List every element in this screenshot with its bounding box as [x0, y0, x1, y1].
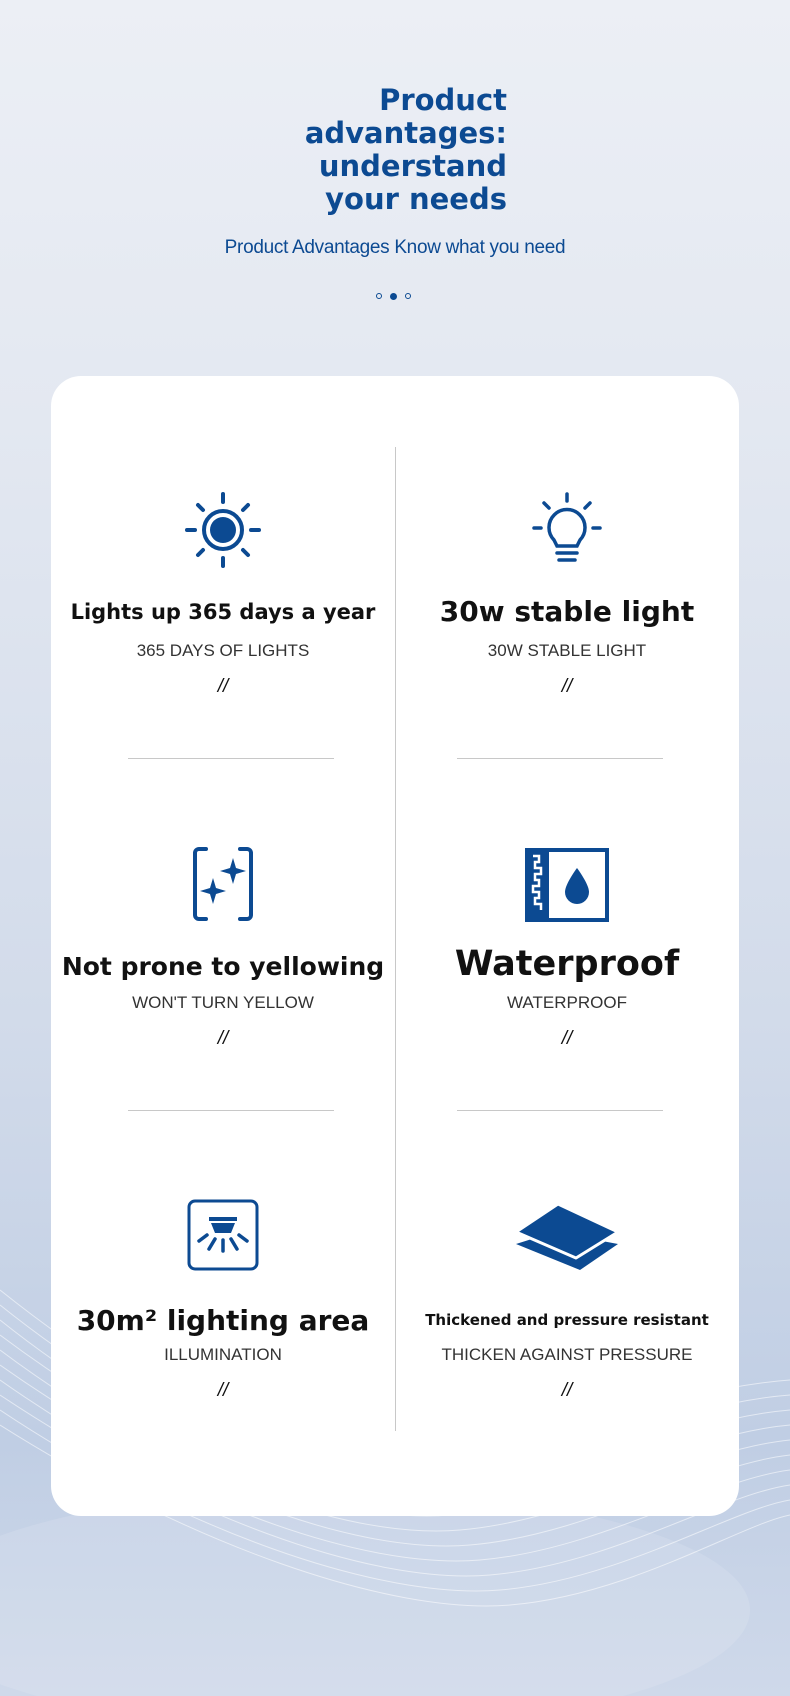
title-line: Product: [379, 83, 507, 117]
features-card: [51, 376, 739, 1516]
row-divider: [128, 1110, 334, 1111]
row-divider: [128, 758, 334, 759]
ceiling-lamp-icon: [187, 1199, 259, 1271]
layers-icon: [514, 1202, 620, 1272]
feature-subtitle: 365 DAYS OF LIGHTS: [136, 641, 310, 660]
water-drop-icon: [525, 848, 609, 922]
pager-dot[interactable]: [376, 293, 382, 299]
feature-mark: //: [561, 676, 573, 697]
feature-mark: //: [217, 1028, 229, 1049]
sparkle-frame-icon: [192, 846, 254, 922]
title-line: advantages:: [304, 116, 507, 150]
feature-mark: //: [217, 1380, 229, 1401]
feature-mark: //: [561, 1380, 573, 1401]
pager-dots: [376, 293, 411, 300]
light-bulb-icon: [531, 492, 603, 572]
page-subtitle: Product Advantages Know what you need: [224, 237, 566, 258]
feature-title: Lights up 365 days a year: [70, 600, 376, 624]
feature-mark: //: [561, 1028, 573, 1049]
feature-title: 30w stable light: [439, 595, 695, 628]
pager-dot[interactable]: [405, 293, 411, 299]
page-title: [240, 84, 507, 216]
feature-subtitle: WATERPROOF: [507, 993, 627, 1012]
pager-dot-active[interactable]: [390, 293, 397, 300]
feature-title: Waterproof: [454, 944, 680, 984]
feature-mark: //: [217, 676, 229, 697]
row-divider: [457, 758, 663, 759]
feature-title: 30m² lighting area: [76, 1304, 370, 1337]
feature-subtitle: THICKEN AGAINST PRESSURE: [441, 1345, 693, 1364]
title-line: your needs: [325, 182, 507, 216]
row-divider: [457, 1110, 663, 1111]
feature-subtitle: 30W STABLE LIGHT: [487, 641, 647, 660]
feature-subtitle: WON'T TURN YELLOW: [132, 993, 314, 1012]
feature-subtitle: ILLUMINATION: [164, 1345, 282, 1364]
feature-title: Not prone to yellowing: [61, 952, 385, 981]
sun-icon: [185, 492, 261, 568]
feature-title: Thickened and pressure resistant: [425, 1311, 709, 1329]
title-line: understand: [318, 149, 507, 183]
